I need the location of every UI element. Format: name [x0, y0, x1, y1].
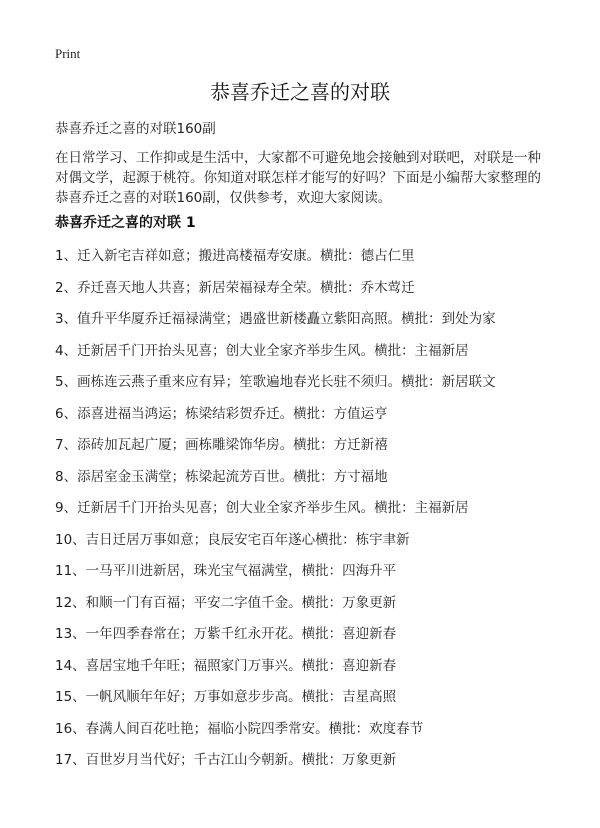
couplet-item: 2、乔迁喜天地人共喜；新居荣福禄寿全荣。横批：乔木莺迁: [55, 279, 415, 296]
section-heading: 恭喜乔迁之喜的对联 1: [55, 215, 196, 231]
couplet-item: 4、迁新居千门开抬头见喜；创大业全家齐举步生风。横批：主福新居: [55, 342, 469, 359]
couplet-item: 3、值升平华厦乔迁福禄满堂；遇盛世新楼矗立紫阳高照。横批：到处为家: [55, 311, 496, 327]
couplet-item: 17、百世岁月当代好；千古江山今朝新。横批：万象更新: [55, 752, 397, 768]
couplet-item: 12、和顺一门有百福；平安二字值千金。横批：万象更新: [55, 594, 397, 611]
couplet-item: 13、一年四季春常在；万紫千红永开花。横批：喜迎新春: [55, 626, 397, 642]
print-link[interactable]: Print: [55, 46, 81, 61]
couplet-item: 15、一帆风顺年年好；万事如意步步高。横批：吉星高照: [55, 689, 397, 705]
couplet-item: 1、迁入新宅吉祥如意；搬进高楼福寿安康。横批：德占仁里: [55, 248, 415, 264]
couplet-item: 14、喜居宝地千年旺；福照家门万事兴。横批：喜迎新春: [55, 657, 397, 674]
couplet-item: 5、画栋连云燕子重来应有异；笙歌遍地春光长驻不须归。横批：新居联文: [55, 374, 496, 390]
couplet-item: 16、春满人间百花吐艳；福临小院四季常安。横批：欢度春节: [55, 720, 424, 737]
couplet-item: 8、添居室金玉满堂；栋梁起流芳百世。横批：方寸福地: [55, 468, 388, 485]
couplet-item: 10、吉日迁居万事如意；良辰安宅百年遂心横批：栋宇聿新: [55, 531, 410, 548]
couplet-item: 9、迁新居千门开抬头见喜；创大业全家齐举步生风。横批：主福新居: [55, 500, 469, 516]
couplet-list: [55, 246, 555, 782]
intro-paragraph: 在日常学习、工作抑或是生活中，大家都不可避免地会接触到对联吧，对联是一种对偶文学，起源于桃符。你知道对联怎样才能写的好吗？下面是小编帮大家整理的恭喜乔迁之喜的对联160副，仅供参考，欢迎大家阅读。: [55, 150, 541, 206]
couplet-item: 7、添砖加瓦起广厦；画栋雕梁饰华房。横批：方迁新禧: [55, 437, 388, 453]
page-title: 恭喜乔迁之喜的对联: [210, 80, 390, 104]
couplet-item: 6、添喜进福当鸿运；栋梁结彩贺乔迁。横批：方值运亨: [55, 405, 388, 422]
subtitle: 恭喜乔迁之喜的对联160副: [55, 121, 216, 137]
couplet-item: 11、一马平川进新居，珠光宝气福满堂，横批：四海升平: [55, 563, 397, 579]
